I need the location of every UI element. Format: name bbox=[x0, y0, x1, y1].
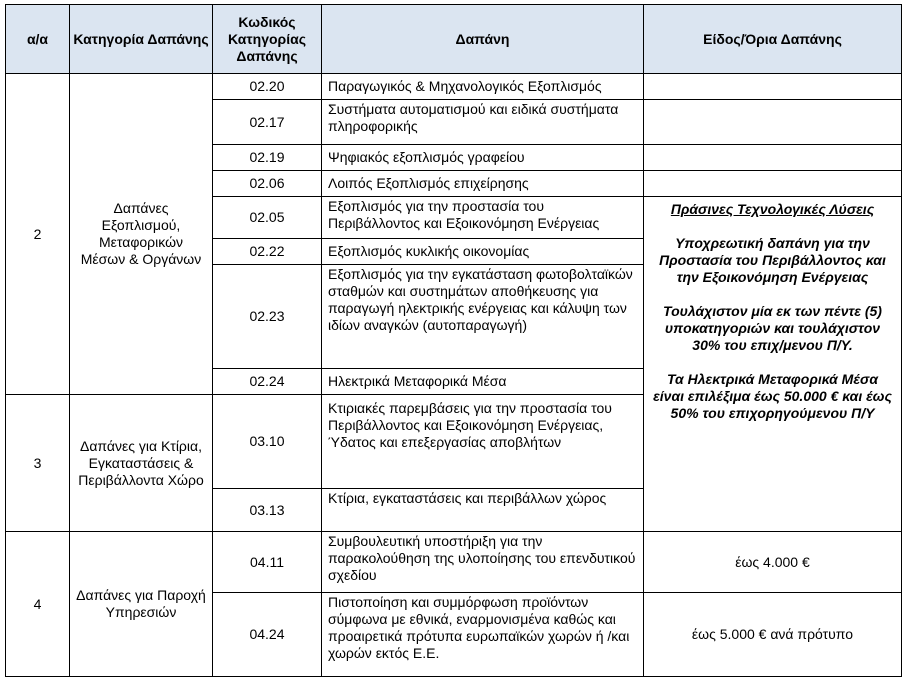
header-code: Κωδικός Κατηγορίας Δαπάνης bbox=[213, 5, 322, 74]
row-code: 02.22 bbox=[213, 239, 322, 265]
table-header-row bbox=[6, 5, 902, 74]
row-code: 02.19 bbox=[213, 145, 322, 171]
table-row bbox=[6, 74, 902, 100]
row-expense: Κτιριακές παρεμβάσεις για την προστασία του Περιβάλλοντος και Εξοικονόμηση Ενέργειας, Ύδατος και επεξεργασίας αποβλήτων bbox=[322, 395, 644, 489]
row-expense: Συστήματα αυτοματισμού και ειδικά συστήματα πληροφορικής bbox=[322, 100, 644, 145]
row-category: Δαπάνες για Παροχή Υπηρεσιών bbox=[70, 532, 213, 677]
row-code: 04.11 bbox=[213, 532, 322, 593]
expense-categories-table bbox=[5, 4, 902, 677]
row-category: Δαπάνες για Κτίρια, Εγκαταστάσεις & Περιβάλλοντα Χώρο bbox=[70, 395, 213, 532]
row-expense: Πιστοποίηση και συμμόρφωση προϊόντων σύμφωνα με εθνικά, εναρμονισμένα καθώς και προαιρετικά πρότυπα ευρωπαϊκών χωρών ή /και χωρών εκτός Ε.Ε. bbox=[322, 593, 644, 677]
row-type bbox=[644, 171, 902, 197]
row-code: 03.13 bbox=[213, 489, 322, 532]
row-type: έως 5.000 € ανά πρότυπο bbox=[644, 593, 902, 677]
row-expense: Κτίρια, εγκαταστάσεις και περιβάλλων χώρος bbox=[322, 489, 644, 532]
row-type bbox=[644, 100, 902, 145]
row-type bbox=[644, 145, 902, 171]
row-code: 02.20 bbox=[213, 74, 322, 100]
header-category: Κατηγορία Δαπάνης bbox=[70, 5, 213, 74]
row-expense: Εξοπλισμός για την προστασία του Περιβάλλοντος και Εξοικονόμηση Ενέργειας bbox=[322, 197, 644, 239]
green-tech-note bbox=[644, 197, 902, 532]
green-tech-minimum: Τουλάχιστον μία εκ των πέντε (5) υποκατηγοριών και τουλάχιστον 30% του επιχ/μενου Π/Υ. bbox=[663, 303, 882, 353]
row-expense: Εξοπλισμός για την εγκατάσταση φωτοβολταϊκών σταθμών και συστημάτων αποθήκευσης για παραγωγή ηλεκτρικής ενέργειας και κάλυψη των ιδίων αναγκών (αυτοπαραγωγή) bbox=[322, 265, 644, 369]
row-code: 02.05 bbox=[213, 197, 322, 239]
row-aa: 3 bbox=[6, 395, 70, 532]
row-aa: 4 bbox=[6, 532, 70, 677]
row-type bbox=[644, 74, 902, 100]
row-expense: Ψηφιακός εξοπλισμός γραφείου bbox=[322, 145, 644, 171]
header-type: Είδος/Όρια Δαπάνης bbox=[644, 5, 902, 74]
row-code: 04.24 bbox=[213, 593, 322, 677]
green-tech-mandatory: Υποχρεωτική δαπάνη για την Προστασία του Περιβάλλοντος και την Εξοικονόμηση Ενέργειας bbox=[659, 235, 886, 285]
table-row bbox=[6, 532, 902, 593]
row-aa: 2 bbox=[6, 74, 70, 395]
row-code: 02.17 bbox=[213, 100, 322, 145]
row-type: έως 4.000 € bbox=[644, 532, 902, 593]
row-code: 02.24 bbox=[213, 369, 322, 395]
row-code: 02.06 bbox=[213, 171, 322, 197]
row-expense: Λοιπός Εξοπλισμός επιχείρησης bbox=[322, 171, 644, 197]
row-category: Δαπάνες Εξοπλισμού, Μεταφορικών Μέσων & Οργάνων bbox=[70, 74, 213, 395]
green-tech-title: Πράσινες Τεχνολογικές Λύσεις bbox=[670, 201, 875, 217]
green-tech-vehicles: Τα Ηλεκτρικά Μεταφορικά Μέσα είναι επιλέξιμα έως 50.000 € και έως 50% του επιχορηγούμενου Π/Υ bbox=[653, 371, 892, 421]
row-code: 02.23 bbox=[213, 265, 322, 369]
expense-table-container bbox=[5, 4, 902, 677]
row-expense: Ηλεκτρικά Μεταφορικά Μέσα bbox=[322, 369, 644, 395]
row-code: 03.10 bbox=[213, 395, 322, 489]
row-expense: Παραγωγικός & Μηχανολογικός Εξοπλισμός bbox=[322, 74, 644, 100]
row-expense: Εξοπλισμός κυκλικής οικονομίας bbox=[322, 239, 644, 265]
header-aa: α/α bbox=[6, 5, 70, 74]
row-expense: Συμβουλευτική υποστήριξη για την παρακολούθηση της υλοποίησης του επενδυτικού σχεδίου bbox=[322, 532, 644, 593]
header-expense: Δαπάνη bbox=[322, 5, 644, 74]
